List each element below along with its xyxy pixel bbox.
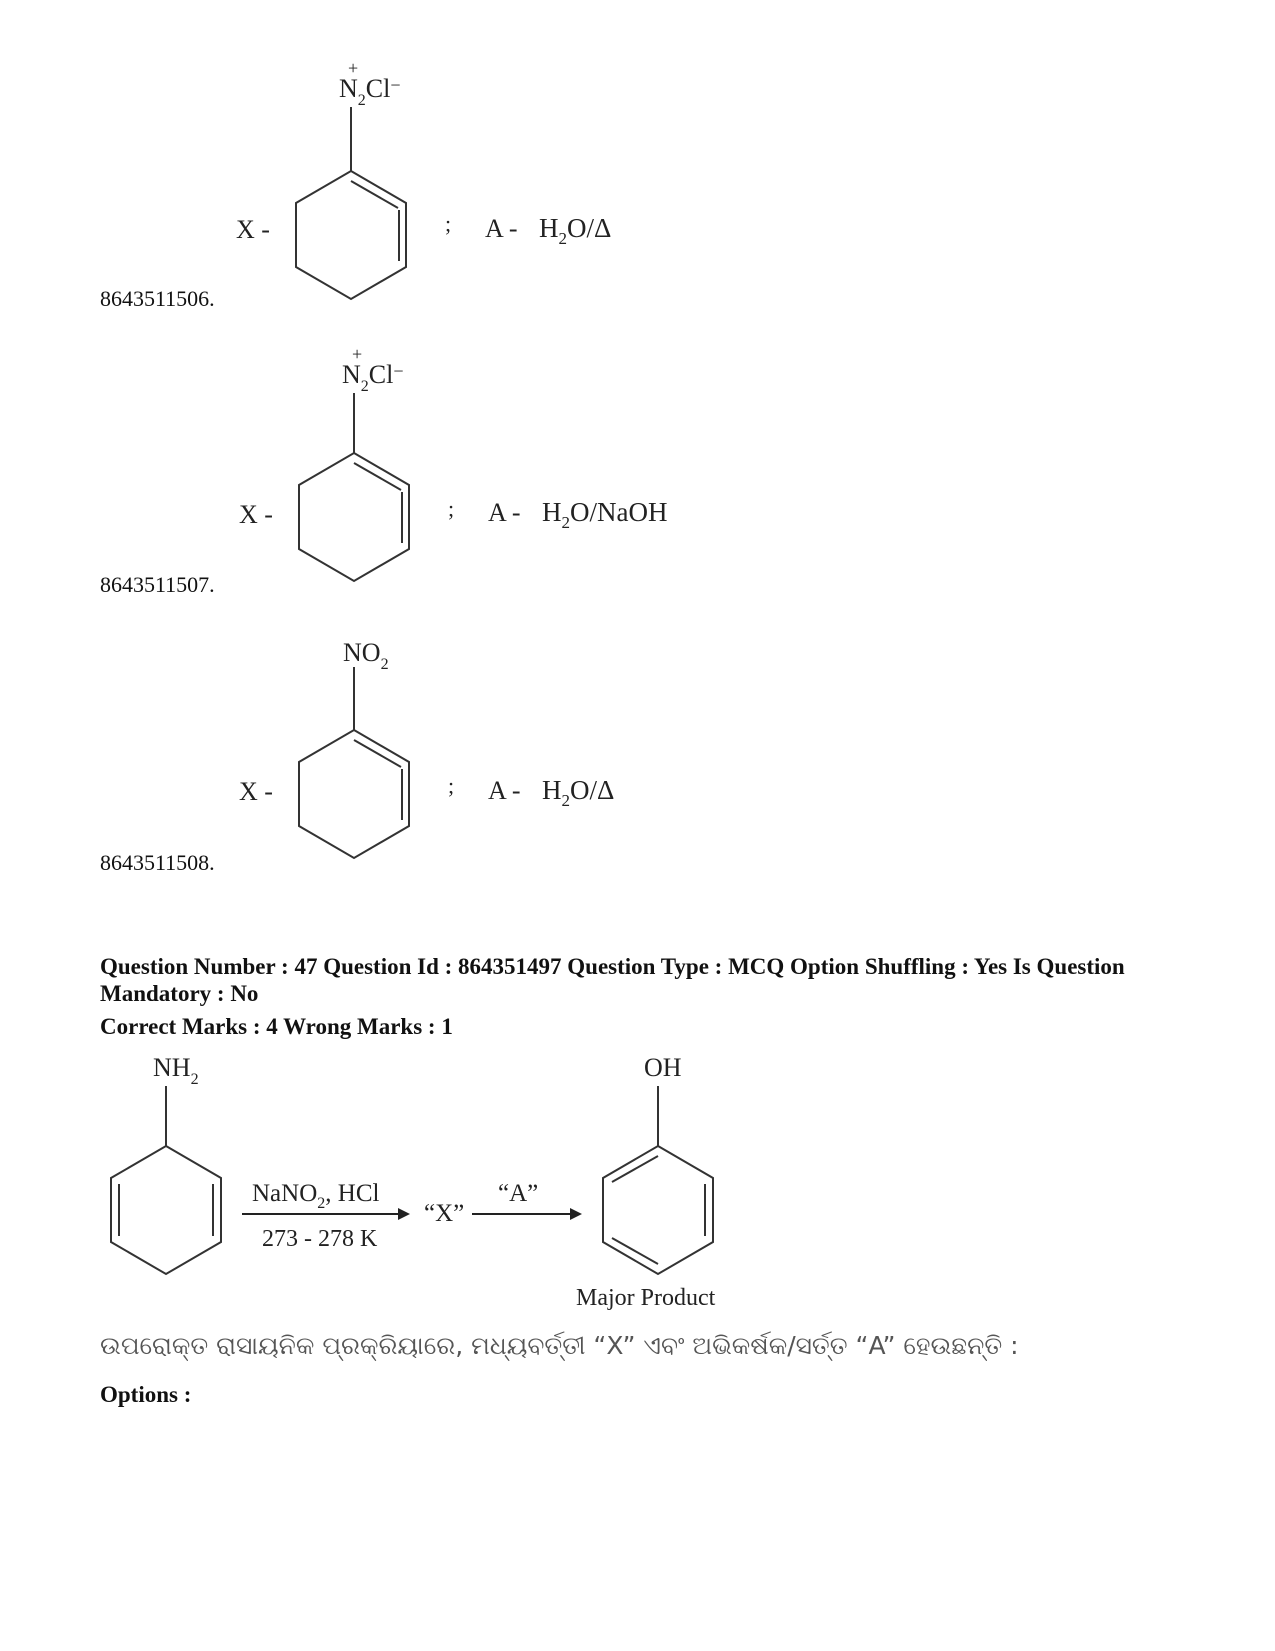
intermediate-x: “X” bbox=[424, 1200, 465, 1227]
option-3-substituent: $NO_2$ bbox=[343, 638, 389, 673]
option-1-x-label: X - bbox=[236, 215, 270, 244]
product-label: Major Product bbox=[576, 1285, 716, 1311]
option-2-separator: ; bbox=[448, 496, 455, 521]
question-text: ଉପରୋକ୍ତ ରାସାୟନିକ ପ୍ରକ୍ରିୟାରେ, ମଧ୍ୟବର୍ତ୍ତୀ “X” ଏବଂ ଅଭିକର୍ଷକ/ସର୍ତ୍ତ “A” ହେଉଛନ୍ତି : bbox=[100, 1331, 1019, 1360]
option-3-structure bbox=[239, 638, 614, 858]
option-2-id: 8643511507. bbox=[100, 572, 215, 597]
reaction-scheme bbox=[111, 1053, 716, 1311]
question-meta-line-1: Question Number : 47 Question Id : 864351497 Question Type : MCQ Option Shuffling : Yes Is Question bbox=[100, 954, 1125, 979]
reactant-group: $NH_2$ bbox=[153, 1053, 199, 1088]
option-2-a-label: A - bbox=[488, 498, 521, 527]
reagent-a: “A” bbox=[498, 1180, 539, 1207]
option-1-id: 8643511506. bbox=[100, 286, 215, 311]
option-1-a-label: A - bbox=[485, 214, 518, 243]
reaction-conditions: 273 - 278 K bbox=[262, 1226, 378, 1252]
option-1-separator: ; bbox=[445, 211, 452, 236]
option-2-reagent: $H_2O$/NaOH bbox=[542, 497, 668, 532]
option-3-id: 8643511508. bbox=[100, 850, 215, 875]
option-3-separator: ; bbox=[448, 773, 455, 798]
option-2-x-label: X - bbox=[239, 500, 273, 529]
option-3-a-label: A - bbox=[488, 776, 521, 805]
question-meta-line-2: Mandatory : No bbox=[100, 981, 259, 1006]
reagent-1: NaNO$_2$, HCl bbox=[252, 1180, 380, 1212]
option-2-charge: + bbox=[352, 344, 363, 364]
option-1-reagent: $H_2O/\Delta$ bbox=[539, 213, 612, 248]
option-1-substituent: $N_2Cl^-$ bbox=[339, 74, 401, 109]
options-label: Options : bbox=[100, 1382, 192, 1407]
question-meta-line-3: Correct Marks : 4 Wrong Marks : 1 bbox=[100, 1014, 453, 1039]
option-2-structure bbox=[239, 344, 667, 581]
option-2-substituent: $N_2Cl^-$ bbox=[342, 360, 404, 395]
product-group: OH bbox=[644, 1053, 682, 1082]
option-1-charge: + bbox=[348, 58, 359, 78]
option-3-x-label: X - bbox=[239, 777, 273, 806]
option-3-reagent: $H_2O/\Delta$ bbox=[542, 775, 615, 810]
option-1-structure bbox=[236, 58, 611, 299]
